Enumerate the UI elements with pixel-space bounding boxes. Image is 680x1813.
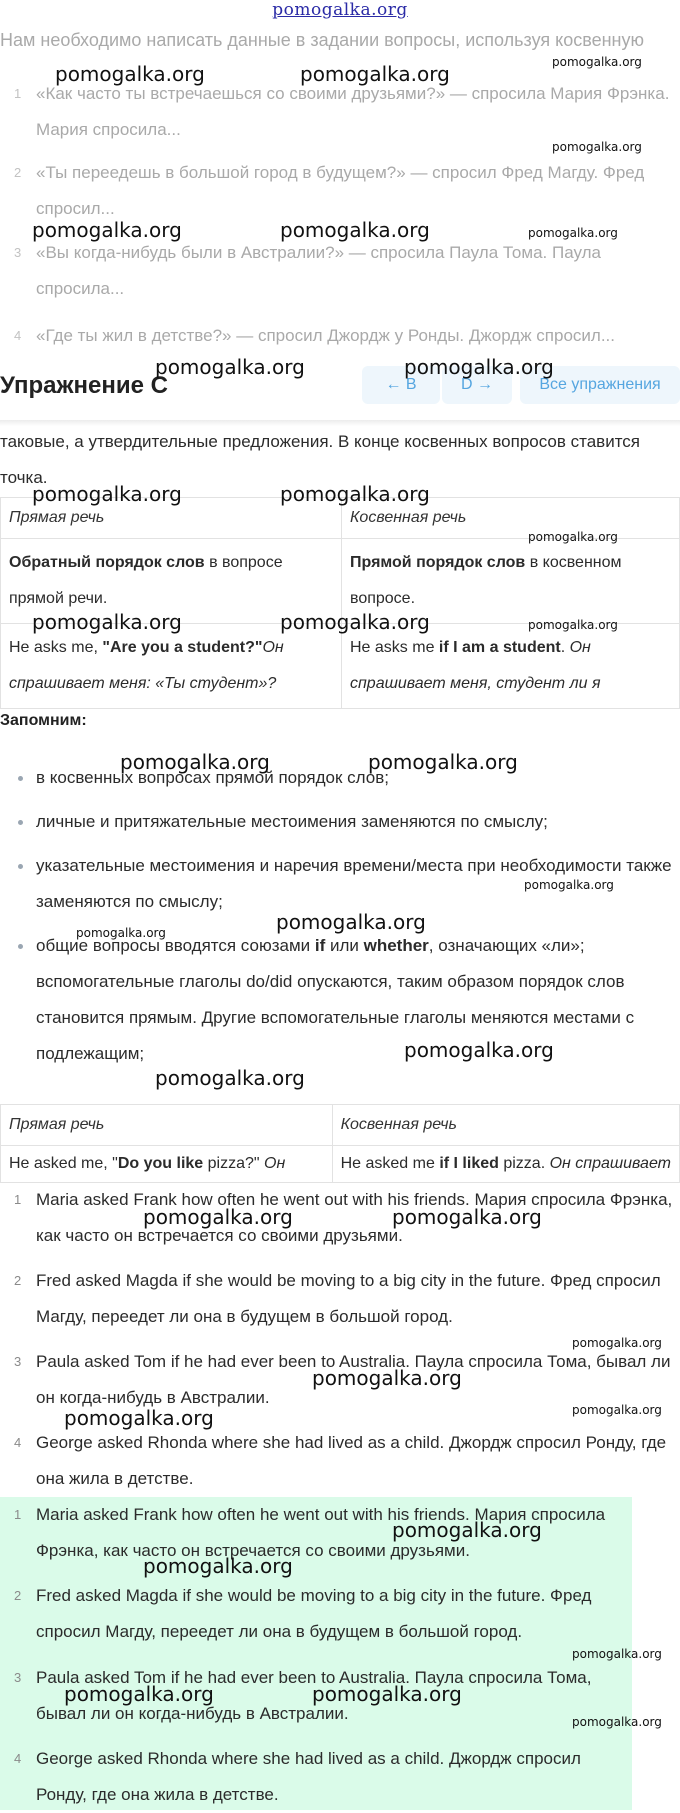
watermark: pomogalka.org	[120, 750, 270, 774]
watermark: pomogalka.org	[32, 218, 182, 242]
watermark: pomogalka.org	[143, 1554, 293, 1578]
watermark: pomogalka.org	[528, 226, 618, 240]
question-item	[0, 76, 670, 148]
table-header-direct: Прямая речь	[1, 498, 342, 539]
watermark: pomogalka.org	[143, 1205, 293, 1229]
answer-item	[0, 1741, 632, 1813]
bullet-dot	[18, 944, 23, 949]
cell-text: в косвенном вопросе.	[350, 554, 622, 607]
watermark: pomogalka.org	[280, 610, 430, 634]
question-number: 2	[14, 165, 22, 180]
answer-item	[0, 1182, 680, 1254]
site-title-link[interactable]: pomogalka.org	[272, 0, 408, 20]
exercise-title: Упражнение C	[0, 372, 168, 399]
table-header-indirect: Косвенная речь	[332, 1105, 679, 1146]
watermark: pomogalka.org	[572, 1647, 662, 1661]
question-text: «Где ты жил в детстве?» — спросил Джордж у Ронды. Джордж спросил...	[36, 326, 615, 345]
list-item-text: , означающих «ли»; вспомогательные глаголы do/did опускаются, таким образом порядок слов становится прямым. Другие вспомогательные глаголы меняются местами с подлежащим;	[36, 936, 635, 1063]
translation-text: Он спрашивает меня, студент ли я	[350, 639, 601, 692]
answer-number: 3	[14, 1670, 22, 1685]
prev-exercise-button[interactable]: ← B	[362, 366, 440, 404]
cell-text: He asks me,	[9, 639, 103, 656]
answer-item	[0, 1263, 680, 1335]
list-item-text: личные и притяжательные местоимения заменяются по смыслу;	[36, 812, 548, 831]
table-cell	[1, 1146, 333, 1183]
bold-term: Обратный порядок слов	[9, 554, 205, 571]
watermark: pomogalka.org	[55, 62, 205, 86]
answer-item	[0, 1578, 632, 1650]
bold-example: "Are you a student?"	[102, 639, 263, 656]
answer-number: 2	[14, 1588, 22, 1603]
watermark: pomogalka.org	[392, 1205, 542, 1229]
watermark: pomogalka.org	[572, 1403, 662, 1417]
list-item	[0, 760, 680, 796]
watermark: pomogalka.org	[312, 1682, 462, 1706]
bullet-dot	[18, 864, 23, 869]
cell-text: He asked me, "	[9, 1155, 118, 1172]
watermark: pomogalka.org	[552, 140, 642, 154]
bold-term: Прямой порядок слов	[350, 554, 526, 571]
answer-number: 2	[14, 1273, 22, 1288]
answer-text: Maria asked Frank how often he went out with his friends. Мария спросила Фрэнка, как часто он встречается со своими друзьями.	[36, 1190, 673, 1245]
question-item	[0, 318, 670, 354]
answer-text: George asked Rhonda where she had lived as a child. Джордж спросил Ронду, где она жила в детстве.	[36, 1433, 667, 1488]
translation-text: Он	[264, 1155, 286, 1172]
table-cell	[1, 624, 342, 709]
watermark: pomogalka.org	[32, 482, 182, 506]
watermark: pomogalka.org	[404, 355, 554, 379]
answer-text: Maria asked Frank how often he went out with his friends. Мария спросила Фрэнка, как часто он встречается со своими друзьями.	[36, 1505, 606, 1560]
list-item-text: в косвенных вопросах прямой порядок слов;	[36, 768, 389, 787]
cell-text: He asks me	[350, 639, 439, 656]
rule-table	[0, 497, 680, 709]
answer-number: 1	[14, 1507, 22, 1522]
watermark: pomogalka.org	[572, 1336, 662, 1350]
question-text: «Ты переедешь в большой город в будущем?» — спросил Фред Магду. Фред спросил...	[36, 163, 645, 218]
watermark: pomogalka.org	[64, 1406, 214, 1430]
question-item	[0, 235, 670, 307]
cell-text: He asked me	[340, 1155, 440, 1172]
bold-term: whether	[363, 936, 429, 955]
table-header-direct: Прямая речь	[1, 1105, 333, 1146]
cell-text: .	[560, 639, 570, 656]
list-item-text: или	[325, 936, 364, 955]
cell-text: pizza?"	[203, 1155, 265, 1172]
bullet-dot	[18, 820, 23, 825]
answer-text: Fred asked Magda if she would be moving to a big city in the future. Фред спросил Магду, переедет ли она в будущем в большой город.	[36, 1586, 592, 1641]
watermark: pomogalka.org	[572, 1715, 662, 1729]
watermark: pomogalka.org	[528, 618, 618, 632]
bold-example: Do you like	[117, 1155, 204, 1172]
watermark: pomogalka.org	[76, 926, 166, 940]
translation-text: Он спрашивает меня: «Ты студент»?	[9, 639, 284, 692]
question-number: 4	[14, 328, 22, 343]
answer-item	[0, 1425, 680, 1497]
question-number: 1	[14, 86, 22, 101]
watermark: pomogalka.org	[368, 750, 518, 774]
table-cell	[342, 624, 680, 709]
translation-text: Он спрашивает	[549, 1155, 671, 1172]
watermark: pomogalka.org	[404, 1038, 554, 1062]
watermark: pomogalka.org	[155, 355, 305, 379]
watermark: pomogalka.org	[32, 610, 182, 634]
watermark: pomogalka.org	[392, 1518, 542, 1542]
question-text: «Вы когда-нибудь были в Австралии?» — спросила Паула Тома. Паула спросила...	[36, 243, 601, 298]
bullet-dot	[18, 776, 23, 781]
question-text: «Как часто ты встречаешься со своими друзьями?» — спросила Мария Фрэнка. Мария спросила...	[36, 84, 670, 139]
answer-number: 3	[14, 1354, 22, 1369]
bold-example: if I am a student	[438, 639, 561, 656]
watermark: pomogalka.org	[64, 1682, 214, 1706]
watermark: pomogalka.org	[276, 910, 426, 934]
answer-text: George asked Rhonda where she had lived as a child. Джордж спросил Ронду, где она жила в детстве.	[36, 1749, 581, 1804]
answer-number: 1	[14, 1192, 22, 1207]
bold-example: if I liked	[439, 1155, 499, 1172]
question-item	[0, 155, 670, 227]
list-item	[0, 928, 680, 1072]
answer-text: Fred asked Magda if she would be moving to a big city in the future. Фред спросил Магду, переедет ли она в будущем в большой город.	[36, 1271, 661, 1326]
list-item-text: общие вопросы вводятся союзами	[36, 936, 315, 955]
watermark: pomogalka.org	[300, 62, 450, 86]
watermark: pomogalka.org	[524, 878, 614, 892]
watermark: pomogalka.org	[552, 55, 642, 69]
theory-paragraph: таковые, а утвердительные предложения. В конце косвенных вопросов ставится точка.	[0, 432, 641, 487]
answer-number: 4	[14, 1751, 22, 1766]
answer-text: Paula asked Tom if he had ever been to Australia. Паула спросила Тома, бывал ли он когда-нибудь в Австралии.	[36, 1352, 671, 1407]
exercise-header	[0, 364, 680, 416]
watermark: pomogalka.org	[312, 1366, 462, 1390]
watermark: pomogalka.org	[528, 530, 618, 544]
watermark: pomogalka.org	[280, 218, 430, 242]
list-item	[0, 804, 680, 840]
cell-text: pizza.	[498, 1155, 550, 1172]
example-table	[0, 1104, 680, 1183]
next-exercise-button[interactable]: D →	[442, 366, 512, 404]
answer-number: 4	[14, 1435, 22, 1450]
cell-text: в вопросе прямой речи.	[9, 554, 283, 607]
table-header-indirect: Косвенная речь	[342, 498, 680, 539]
watermark: pomogalka.org	[155, 1066, 305, 1090]
table-cell	[332, 1146, 679, 1183]
bold-term: if	[314, 936, 326, 955]
list-item-text: указательные местоимения и наречия времени/места при необходимости также заменяются по смыслу;	[36, 856, 672, 911]
remember-label: Запомним:	[0, 712, 87, 729]
answer-text: Paula asked Tom if he had ever been to Australia. Паула спросила Тома, бывал ли он когда-нибудь в Австралии.	[36, 1668, 592, 1723]
watermark: pomogalka.org	[280, 482, 430, 506]
question-number: 3	[14, 245, 22, 260]
all-exercises-button[interactable]: Все упражнения	[520, 366, 680, 404]
task-intro: Нам необходимо написать данные в задании вопросы, используя косвенную	[0, 30, 644, 50]
